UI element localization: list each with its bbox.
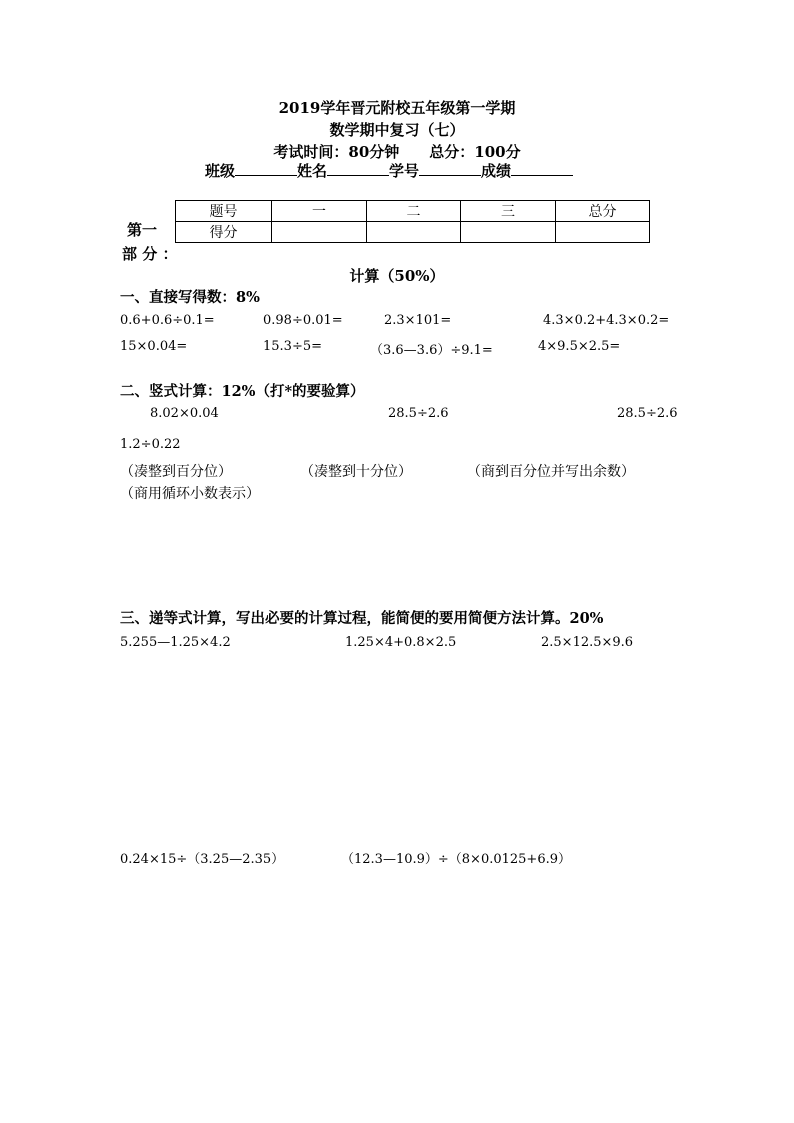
section1-item: 0.6+0.6÷0.1= (120, 313, 215, 328)
class-blank[interactable] (235, 161, 297, 176)
title-line-1: 2019学年晋元附校五年级第一学期 (278, 99, 516, 117)
title-line-2: 数学期中复习（七） (329, 121, 465, 139)
section1-item: 0.98÷0.01= (263, 313, 343, 328)
name-label: 姓名 (297, 162, 328, 180)
section3-item: 5.255—1.25×4.2 (120, 635, 231, 650)
part-label-1: 第一 (127, 221, 158, 239)
student-id-label: 学号 (389, 162, 420, 180)
class-label: 班级 (205, 162, 236, 180)
score-table-header-row (176, 201, 650, 222)
grade-label: 成绩 (481, 162, 512, 180)
score-row-label: 得分 (176, 222, 272, 243)
score-header-cell: 题号 (176, 201, 272, 222)
section3-item: 0.24×15÷（3.25—2.35） (120, 852, 285, 867)
score-table (175, 200, 650, 243)
score-header-cell: 二 (367, 201, 461, 222)
section3-heading: 三、递等式计算，写出必要的计算过程，能简便的要用简便方法计算。20% (120, 610, 604, 627)
section1-item: 2.3×101= (384, 313, 452, 328)
score-header-cell: 总分 (556, 201, 650, 222)
section2-item: 28.5÷2.6 (388, 406, 449, 421)
section2-note: （商用循环小数表示） (120, 486, 260, 502)
section3-item: 2.5×12.5×9.6 (541, 635, 634, 650)
grade-blank[interactable] (511, 161, 573, 176)
student-id-blank[interactable] (419, 161, 481, 176)
student-info-line (205, 160, 573, 181)
section2-item: 1.2÷0.22 (120, 437, 181, 452)
score-cell[interactable] (461, 222, 556, 243)
score-table-score-row (176, 222, 650, 243)
title-line-3: 考试时间：80分钟 总分：100分 (273, 143, 521, 161)
name-blank[interactable] (327, 161, 389, 176)
part-title: 计算（50%） (349, 267, 445, 285)
section3-item: （12.3—10.9）÷（8×0.0125+6.9） (341, 852, 572, 867)
section2-heading: 二、竖式计算：12%（打*的要验算） (120, 383, 365, 400)
section3-item: 1.25×4+0.8×2.5 (345, 635, 457, 650)
score-header-cell: 一 (272, 201, 367, 222)
section1-item: 4×9.5×2.5= (538, 339, 621, 354)
section1-item: （3.6—3.6）÷9.1= (370, 343, 493, 358)
score-cell[interactable] (556, 222, 650, 243)
score-cell[interactable] (367, 222, 461, 243)
section2-item: 28.5÷2.6 (617, 406, 678, 421)
section1-heading: 一、直接写得数：8% (120, 289, 260, 306)
section2-note: （凑整到百分位） (120, 464, 232, 480)
section1-item: 15.3÷5= (263, 339, 323, 354)
score-header-cell: 三 (461, 201, 556, 222)
section2-note: （商到百分位并写出余数） (467, 464, 635, 480)
section1-item: 4.3×0.2+4.3×0.2= (543, 313, 670, 328)
section2-item: 8.02×0.04 (150, 406, 219, 421)
part-label-2: 部 分 ： (122, 245, 178, 263)
section1-item: 15×0.04= (120, 339, 188, 354)
score-cell[interactable] (272, 222, 367, 243)
section2-note: （凑整到十分位） (300, 464, 412, 480)
